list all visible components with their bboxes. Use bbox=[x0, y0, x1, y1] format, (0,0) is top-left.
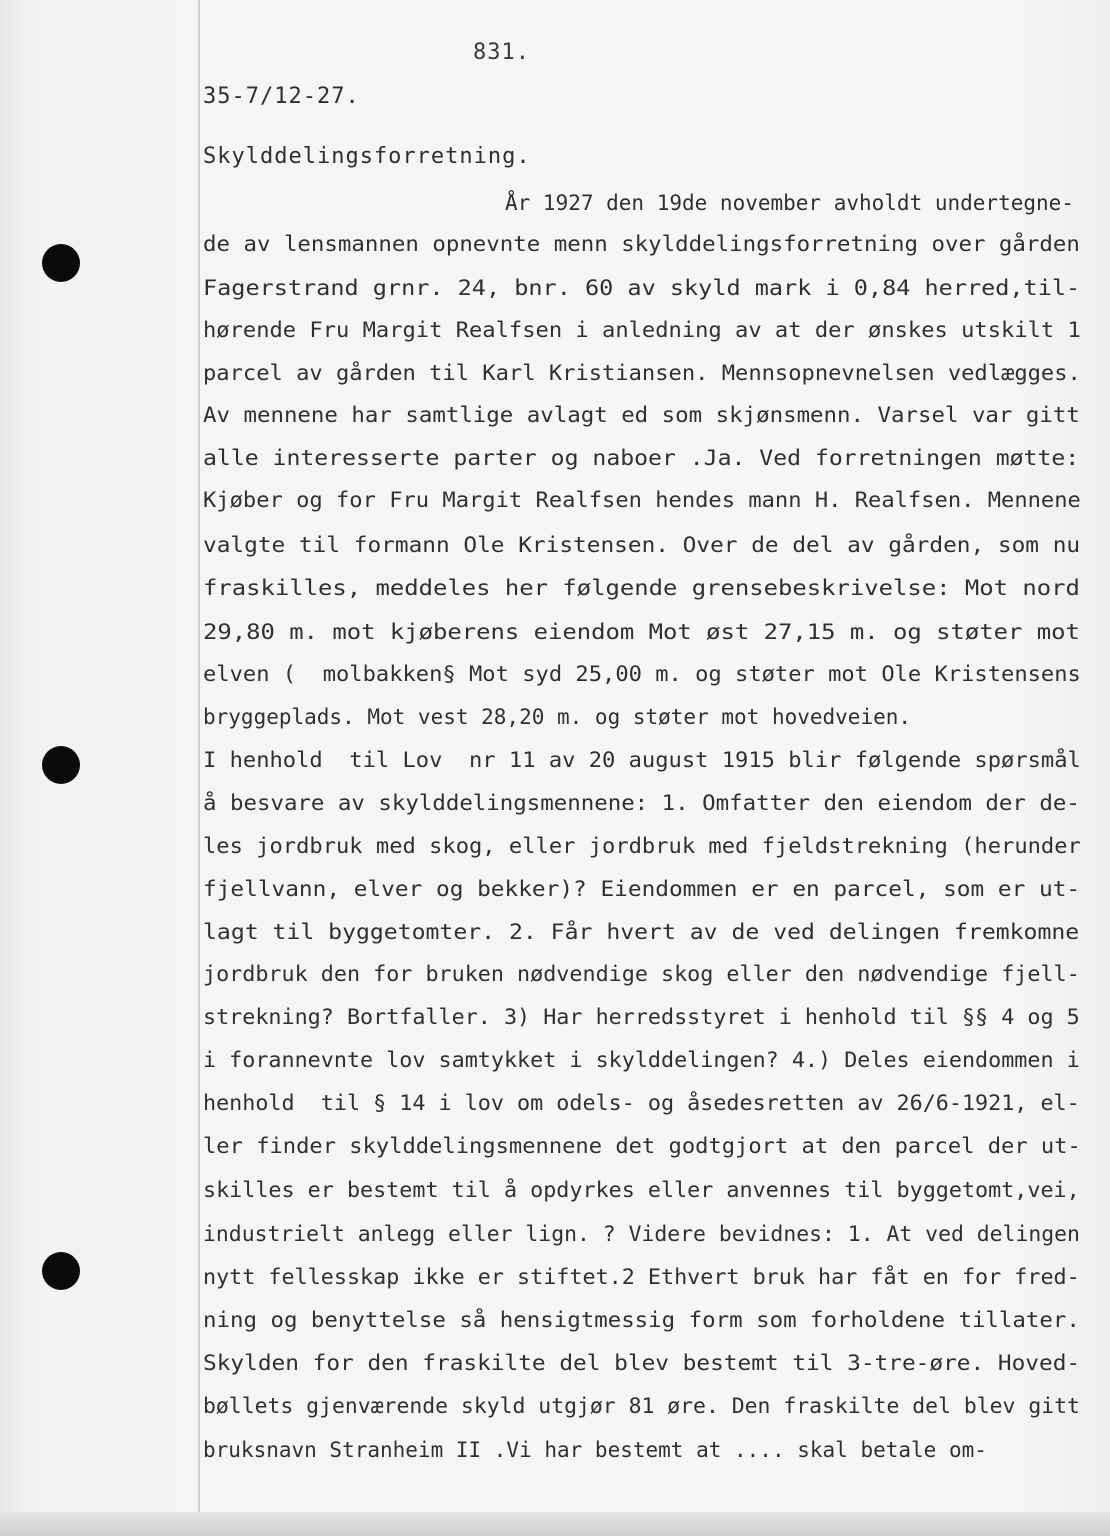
text-line: henhold til § 14 i lov om odels- og åsedesretten av 26/6-1921, el- bbox=[203, 1091, 1080, 1115]
text-line: ler finder skylddelingsmennene det godtgjort at den parcel der ut- bbox=[203, 1134, 1081, 1158]
text-line: industrielt anlegg eller lign. ? Videre bevidnes: 1. At ved delingen bbox=[203, 1222, 1080, 1246]
text-line: Fagerstrand grnr. 24, bnr. 60 av skyld mark i 0,84 herred,til- bbox=[203, 276, 1081, 300]
text-line: År 1927 den 19de november avholdt undertegne- bbox=[505, 191, 1074, 215]
text-line: parcel av gården til Karl Kristiansen. Mennsopnevnelsen vedlægges. bbox=[203, 361, 1081, 385]
text-line: jordbruk den for bruken nødvendige skog eller den nødvendige fjell- bbox=[203, 962, 1080, 986]
text-line: Skylden for den fraskilte del blev bestemt til 3-tre-øre. Hoved- bbox=[203, 1351, 1081, 1375]
text-line: fraskilles, meddeles her følgende grensebeskrivelse: Mot nord bbox=[203, 576, 1080, 600]
text-line: alle interesserte parter og naboer .Ja. Ved forretningen møtte: bbox=[203, 446, 1080, 470]
text-line: å besvare av skylddelingsmennene: 1. Omfatter den eiendom der de- bbox=[203, 791, 1080, 815]
text-line: hørende Fru Margit Realfsen i anledning av at der ønskes utskilt 1 bbox=[203, 318, 1081, 342]
text-line: bøllets gjenværende skyld utgjør 81 øre. Den fraskilte del blev gitt bbox=[203, 1394, 1080, 1418]
text-line: les jordbruk med skog, eller jordbruk med fjeldstrekning (herunder bbox=[203, 834, 1081, 858]
page-number: 831. bbox=[473, 40, 530, 65]
text-line: fjellvann, elver og bekker)? Eiendommen er en parcel, som er ut- bbox=[203, 877, 1081, 901]
text-line: bruksnavn Stranheim II .Vi har bestemt at .... skal betale om- bbox=[203, 1438, 987, 1462]
case-reference: 35-7/12-27. bbox=[203, 84, 360, 109]
text-line: valgte til formann Ole Kristensen. Over de del av gården, som nu bbox=[203, 533, 1081, 557]
text-line: 29,80 m. mot kjøberens eiendom Mot øst 27,15 m. og støter mot bbox=[203, 620, 1080, 644]
page-bottom-edge bbox=[0, 1512, 1110, 1536]
text-line: elven ( molbakken§ Mot syd 25,00 m. og støter mot Ole Kristensens bbox=[203, 662, 1081, 686]
text-line: I henhold til Lov nr 11 av 20 august 1915 blir følgende spørsmål bbox=[203, 748, 1081, 772]
text-line: de av lensmannen opnevnte menn skylddelingsforretning over gården bbox=[203, 232, 1080, 256]
document-heading: Skylddelingsforretning. bbox=[203, 144, 531, 169]
text-line: skilles er bestemt til å opdyrkes eller anvennes til byggetomt,vei, bbox=[203, 1178, 1080, 1202]
text-line: nytt fellesskap ikke er stiftet.2 Ethvert bruk har fåt en for fred- bbox=[203, 1265, 1080, 1289]
text-line: i forannevnte lov samtykket i skylddelingen? 4.) Deles eiendommen i bbox=[203, 1048, 1080, 1072]
text-line: lagt til byggetomter. 2. Får hvert av de ved delingen fremkomne bbox=[203, 920, 1080, 944]
text-line: Kjøber og for Fru Margit Realfsen hendes mann H. Realfsen. Mennene bbox=[203, 488, 1081, 512]
text-line: strekning? Bortfaller. 3) Har herredsstyret i henhold til §§ 4 og 5 bbox=[203, 1005, 1080, 1029]
text-line: ning og benyttelse så hensigtmessig form som forholdene tillater. bbox=[203, 1308, 1080, 1332]
text-line: bryggeplads. Mot vest 28,20 m. og støter mot hovedveien. bbox=[203, 705, 912, 729]
text-line: Av mennene har samtlige avlagt ed som skjønsmenn. Varsel var gitt bbox=[203, 403, 1080, 427]
